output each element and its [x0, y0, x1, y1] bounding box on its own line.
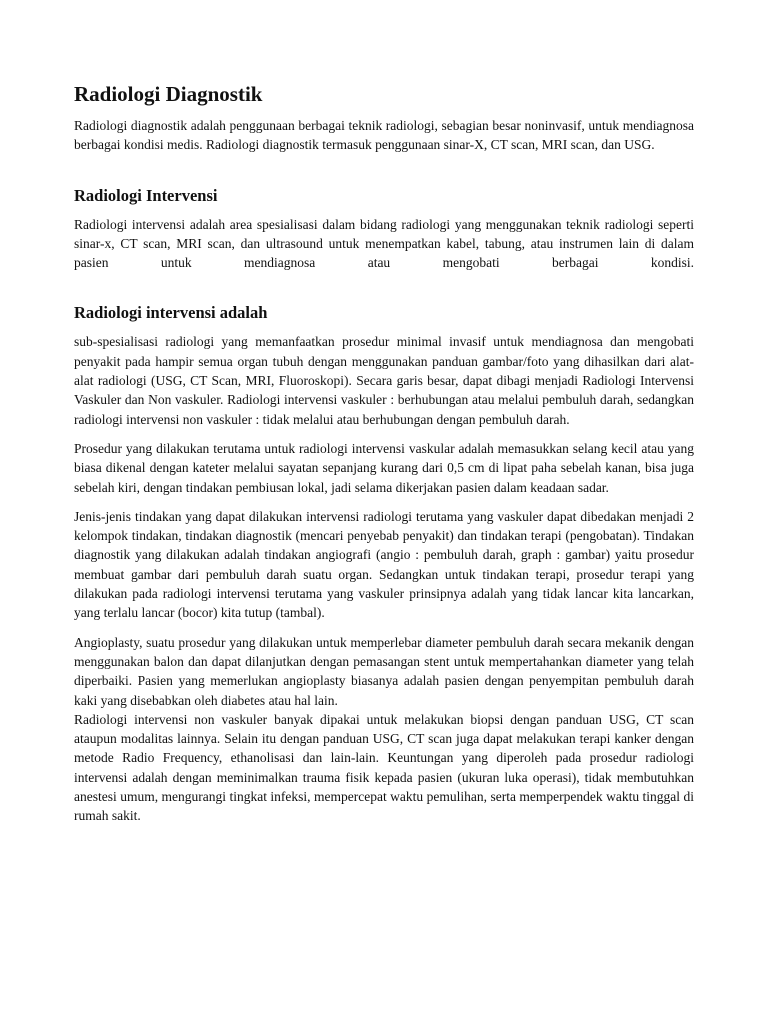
document-page — [74, 80, 694, 826]
intro-paragraph: Radiologi diagnostik adalah penggunaan berbagai teknik radiologi, sebagian besar noninvasif, untuk mendiagnosa berbagai kondisi medis. Radiologi diagnostik termasuk penggunaan sinar-X, CT scan, MRI scan, dan USG. — [74, 118, 694, 153]
definisi-paragraph-2: Prosedur yang dilakukan terutama untuk radiologi intervensi vaskular adalah memasukkan selang kecil atau yang biasa dikenal dengan kateter melalui sayatan sepanjang kurang dari 0,5 cm di lipat paha sebelah kanan, bisa juga sebelah kiri, dengan tindakan pembiusan lokal, jadi selama dikerjakan pasien dalam keadaan sadar. — [74, 440, 694, 495]
page-title: Radiologi Diagnostik — [74, 82, 263, 106]
definisi-paragraph-3: Jenis-jenis tindakan yang dapat dilakukan intervensi radiologi terutama yang vaskuler dapat dibedakan menjadi 2 kelompok tindakan, tindakan diagnostik (mencari penyebab penyakit) dan tindakan terapi (pengobatan). Tindakan diagnostik yang dilakukan adalah tindakan angiografi (angio : pembuluh darah, graph : gambar) yaitu prosedur membuat gambar dari pembuluh darah suatu organ. Sedangkan untuk tindakan terapi, prosedur terapi yang dilakukan pada radiologi intervensi terutama yang vaskuler prinsipnya adalah yang tidak lancar kita lancarkan, yang terlalu lancar (bocor) kita tutup (tambal). — [74, 508, 694, 621]
definisi-paragraph-4: Angioplasty, suatu prosedur yang dilakukan untuk memperlebar diameter pembuluh darah secara mekanik dengan menggunakan balon dan dapat dilanjutkan dengan pemasangan stent untuk mempertahankan diameter yang telah diperbaiki. Pasien yang memerlukan angioplasty biasanya adalah pasien dengan penyempitan pembuluh darah kaki yang disebabkan oleh diabetes atau hal lain. — [74, 634, 694, 708]
section-heading-definisi: Radiologi intervensi adalah — [74, 303, 268, 323]
definisi-paragraph-5: Radiologi intervensi non vaskuler banyak dipakai untuk melakukan biopsi dengan panduan USG, CT scan ataupun modalitas lainnya. Selain itu dengan panduan USG, CT scan juga dapat melakukan terapi kanker dengan metode Radio Frequency, ethanolisasi dan lain-lain. Keuntungan yang diperoleh pada prosedur radiologi intervensi adalah dengan meminimalkan trauma fisik kepada pasien (ukuran luka operasi), tidak membutuhkan anestesi umum, mengurangi tingkat infeksi, mempercepat waktu pemulihan, serta memperpendek waktu tinggal di rumah sakit. — [74, 711, 694, 824]
definisi-paragraph-1: sub-spesialisasi radiologi yang memanfaatkan prosedur minimal invasif untuk mendiagnosa dan mengobati penyakit pada hampir semua organ tubuh dengan menggunakan panduan gambar/foto yang dihasilkan dari alat-alat radiologi (USG, CT Scan, MRI, Fluoroskopi). Secara garis besar, dapat dibagi menjadi Radiologi Intervensi Vaskuler dan Non vaskuler. Radiologi intervensi vaskuler : berhubungan atau melalui pembuluh darah, sedangkan radiologi intervensi non vaskuler : tidak melalui atau berhubungan dengan pembuluh darah. — [74, 334, 694, 427]
section-intervensi-paragraph: Radiologi intervensi adalah area spesialisasi dalam bidang radiologi yang menggunakan teknik radiologi seperti sinar-x, CT scan, MRI scan, dan ultrasound untuk menempatkan kabel, tabung, atau instrumen lain di dalam pasien untuk mendiagnosa atau mengobati berbagai kondisi. — [74, 216, 694, 271]
section-heading-intervensi: Radiologi Intervensi — [74, 185, 218, 205]
